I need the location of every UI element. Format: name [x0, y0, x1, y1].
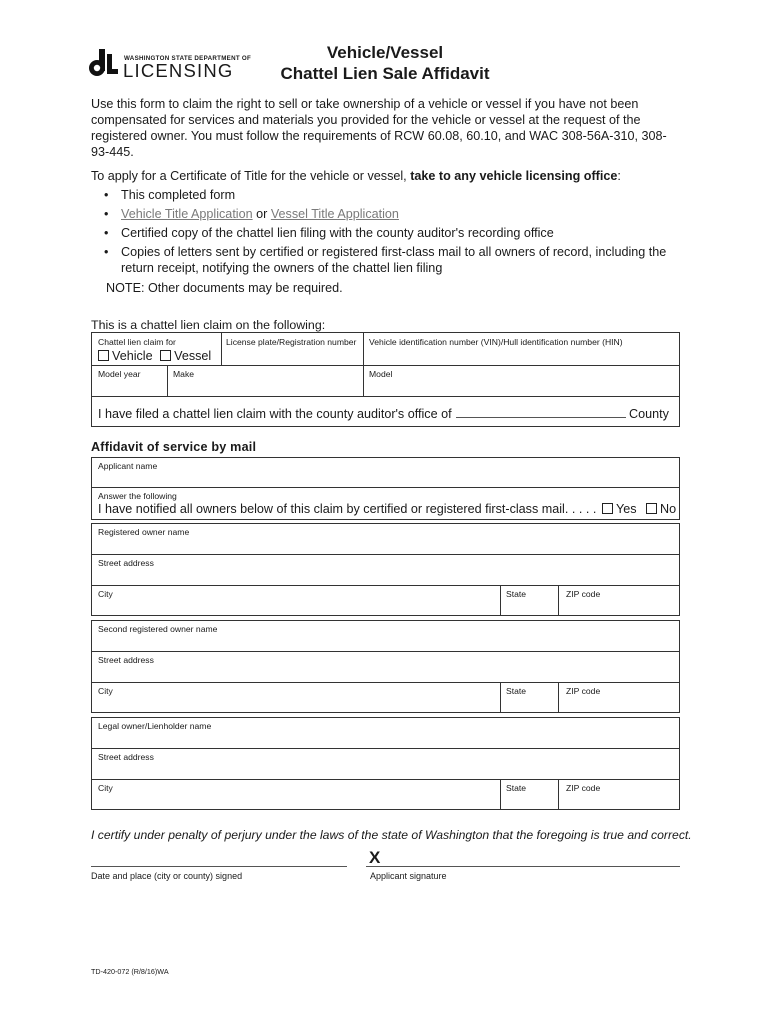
logo-licensing-text: LICENSING	[123, 60, 234, 81]
legal-owner-table	[91, 717, 680, 810]
owner-name-label: Legal owner/Lienholder name	[98, 721, 212, 731]
notified-owners-statement: I have notified all owners below of this claim by certified or registered first-class mail. . . . .	[98, 502, 597, 516]
intro-paragraph: Use this form to claim the right to sell or take ownership of a vehicle or vessel if you have not been compensated for services and materials you provided for the vehicle or vessel at the request of the registered owner. You must follow the requirements of RCW 60.08, 60.10, and WAC 308-56A-310, 308-93-445.	[91, 97, 667, 159]
perjury-certification: I certify under penalty of perjury under the laws of the state of Washington that the foregoing is true and correct.	[91, 828, 692, 842]
divider	[500, 585, 501, 616]
or-text: or	[252, 207, 271, 221]
apply-end: :	[617, 169, 621, 183]
divider	[92, 748, 679, 749]
vessel-label: Vessel	[174, 349, 212, 363]
make-label: Make	[173, 369, 195, 379]
requirements-list	[91, 187, 681, 276]
yes-checkbox[interactable]	[602, 503, 613, 514]
vehicle-label: Vehicle	[112, 349, 153, 363]
no-checkbox[interactable]	[646, 503, 657, 514]
claim-lead-text: This is a chattel lien claim on the following:	[91, 318, 326, 332]
intro-section	[91, 96, 681, 296]
form-title	[250, 42, 520, 84]
divider	[363, 333, 364, 396]
vessel-title-application-link[interactable]: Vessel Title Application	[270, 207, 399, 221]
no-label: No	[660, 502, 677, 516]
model-year-label: Model year	[98, 369, 141, 379]
filed-claim-statement: I have filed a chattel lien claim with the county auditor's office of	[98, 407, 452, 421]
yes-label: Yes	[616, 502, 637, 516]
county-input-line[interactable]	[456, 417, 626, 418]
registered-owner-table	[91, 523, 680, 616]
date-place-label: Date and place (city or county) signed	[91, 871, 243, 881]
vehicle-checkbox[interactable]	[98, 350, 109, 361]
applicant-signature-label: Applicant signature	[370, 871, 447, 881]
city-label: City	[98, 589, 113, 599]
divider	[221, 333, 222, 365]
note-text: NOTE: Other documents may be required.	[106, 281, 343, 295]
applicant-signature-line[interactable]	[366, 866, 680, 867]
divider	[92, 682, 679, 683]
form-number: TD-420-072 (R/8/16)WA	[91, 967, 169, 976]
apply-instructions	[91, 168, 681, 184]
owner-name-label: Second registered owner name	[98, 624, 218, 634]
zip-code-label: ZIP code	[566, 589, 601, 599]
affidavit-heading: Affidavit of service by mail	[91, 440, 257, 454]
licensing-logo-icon	[88, 49, 120, 79]
dol-logo	[88, 47, 252, 81]
street-address-label: Street address	[98, 558, 154, 568]
city-label: City	[98, 783, 113, 793]
vehicle-vessel-choice	[98, 349, 211, 363]
divider	[558, 585, 559, 616]
lien-claim-for-label: Chattel lien claim for	[98, 337, 176, 347]
divider	[500, 682, 501, 713]
state-label: State	[506, 589, 527, 599]
divider	[92, 779, 679, 780]
divider	[167, 365, 168, 396]
title-line-2: Chattel Lien Sale Affidavit	[280, 64, 490, 83]
divider	[92, 554, 679, 555]
divider	[500, 779, 501, 810]
list-item	[91, 206, 681, 222]
applicant-table	[91, 457, 680, 520]
county-label: County	[629, 407, 669, 421]
zip-code-label: ZIP code	[566, 686, 601, 696]
vehicle-title-application-link[interactable]: Vehicle Title Application	[121, 207, 253, 221]
vin-hin-label: Vehicle identification number (VIN)/Hull identification number (HIN)	[369, 337, 623, 347]
yes-no-choice	[602, 502, 676, 516]
state-label: State	[506, 686, 527, 696]
state-label: State	[506, 783, 527, 793]
divider	[92, 487, 679, 488]
vessel-checkbox[interactable]	[160, 350, 171, 361]
zip-code-label: ZIP code	[566, 783, 601, 793]
signature-x-mark: X	[369, 848, 381, 867]
divider	[558, 682, 559, 713]
list-item: • Certified copy of the chattel lien filing with the county auditor's recording office	[91, 225, 681, 241]
divider	[92, 651, 679, 652]
divider	[558, 779, 559, 810]
list-item: • Copies of letters sent by certified or registered first-class mail to all owners of record, including the return receipt, notifying the owners of the chattel lien filing	[91, 244, 681, 276]
license-plate-label: License plate/Registration number	[226, 337, 357, 347]
logo-department-text: WASHINGTON STATE DEPARTMENT OF	[124, 55, 252, 62]
second-owner-table	[91, 620, 680, 713]
apply-bold-text: take to any vehicle licensing office	[410, 169, 618, 183]
divider	[92, 365, 679, 366]
applicant-name-label: Applicant name	[98, 461, 158, 471]
date-place-signature-line[interactable]	[91, 866, 347, 867]
city-label: City	[98, 686, 113, 696]
title-line-1: Vehicle/Vessel	[326, 43, 444, 62]
street-address-label: Street address	[98, 655, 154, 665]
divider	[92, 396, 679, 397]
street-address-label: Street address	[98, 752, 154, 762]
list-item: • This completed form	[91, 187, 681, 203]
owner-name-label: Registered owner name	[98, 527, 190, 537]
model-label: Model	[369, 369, 393, 379]
divider	[92, 585, 679, 586]
answer-following-label: Answer the following	[98, 491, 177, 501]
claim-table	[91, 332, 680, 427]
apply-text: To apply for a Certificate of Title for the vehicle or vessel,	[91, 169, 411, 183]
